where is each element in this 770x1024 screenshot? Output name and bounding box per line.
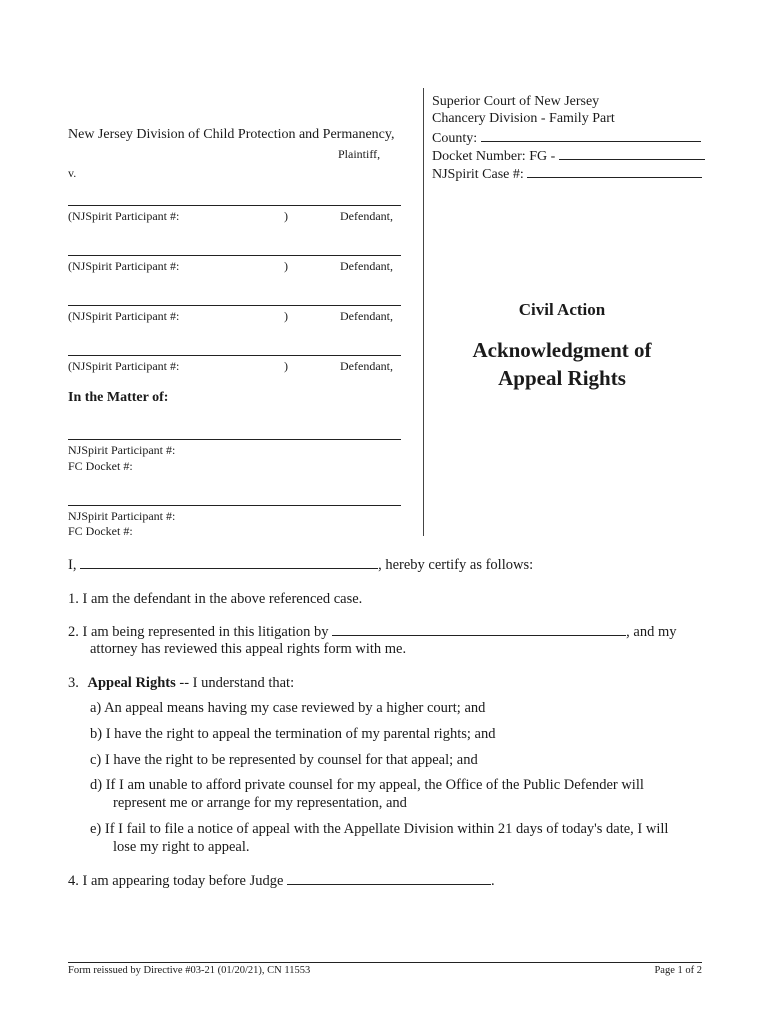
footer-rule — [68, 962, 702, 963]
docket-number-label: Docket Number: FG - — [432, 149, 556, 164]
sub-item-b: b) I have the right to appeal the termination of my parental rights; and — [90, 726, 496, 742]
civil-action-label: Civil Action — [518, 300, 606, 319]
defendant-role: Defendant, — [340, 359, 393, 373]
item-3-number: 3. — [68, 675, 79, 691]
item-3-rest: -- I understand that: — [175, 675, 295, 691]
matter-heading: In the Matter of: — [68, 390, 169, 405]
defendant-participant-label: (NJSpirit Participant #: — [68, 359, 180, 373]
court-name: Superior Court of New Jersey — [432, 94, 600, 109]
item-2-suffix: , and my — [626, 624, 677, 640]
docket-number-field[interactable] — [432, 147, 705, 165]
matter-participant-label: NJSpirit Participant #: — [68, 443, 176, 457]
defendant-role: Defendant, — [340, 309, 393, 323]
defendant-paren: ) — [284, 359, 288, 373]
versus-label: v. — [68, 166, 77, 180]
certify-statement — [68, 555, 533, 575]
matter-name-line[interactable] — [68, 505, 401, 506]
certifier-name-blank[interactable] — [80, 555, 378, 569]
sub-item-c: c) I have the right to be represented by counsel for that appeal; and — [90, 752, 478, 768]
certify-prefix: I, — [68, 557, 77, 573]
item-4-prefix: 4. I am appearing today before Judge — [68, 873, 284, 889]
plaintiff-label: Plaintiff, — [338, 147, 381, 161]
docket-number-blank[interactable] — [559, 147, 705, 160]
defendant-participant-label: (NJSpirit Participant #: — [68, 259, 180, 273]
defendant-role: Defendant, — [340, 259, 393, 273]
defendant-paren: ) — [284, 309, 288, 323]
item-1: 1. I am the defendant in the above referenced case. — [68, 591, 363, 607]
njspirit-case-blank[interactable] — [527, 165, 702, 178]
form-title-line2: Appeal Rights — [498, 366, 626, 390]
attorney-name-blank[interactable] — [332, 622, 626, 636]
item-2-prefix: 2. I am being represented in this litigation by — [68, 624, 329, 640]
item-4-suffix: . — [491, 873, 495, 889]
county-blank[interactable] — [481, 129, 701, 142]
footer-page-number: Page 1 of 2 — [654, 965, 702, 976]
matter-fc-docket-label: FC Docket #: — [68, 459, 133, 473]
defendant-name-line[interactable] — [68, 305, 401, 306]
matter-fc-docket-label: FC Docket #: — [68, 524, 133, 538]
defendant-participant-label: (NJSpirit Participant #: — [68, 309, 180, 323]
defendant-paren: ) — [284, 209, 288, 223]
defendant-role: Defendant, — [340, 209, 393, 223]
item-2-continuation: attorney has reviewed this appeal rights form with me. — [90, 641, 407, 657]
njspirit-case-label: NJSpirit Case #: — [432, 167, 524, 182]
matter-name-line[interactable] — [68, 439, 401, 440]
sub-item-a: a) An appeal means having my case reviewed by a higher court; and — [90, 700, 486, 716]
sub-item-d: d) If I am unable to afford private counsel for my appeal, the Office of the Public Defender will — [90, 777, 644, 793]
county-field[interactable] — [432, 129, 701, 147]
sub-item-e: e) If I fail to file a notice of appeal with the Appellate Division within 21 days of today's date, I will — [90, 821, 669, 837]
judge-name-blank[interactable] — [287, 871, 491, 885]
defendant-name-line[interactable] — [68, 255, 401, 256]
form-title-line1: Acknowledgment of — [472, 338, 652, 362]
caption-divider — [423, 88, 424, 536]
footer-form-reference: Form reissued by Directive #03-21 (01/20/21), CN 11553 — [68, 965, 311, 976]
county-label: County: — [432, 131, 478, 146]
defendant-paren: ) — [284, 259, 288, 273]
defendant-name-line[interactable] — [68, 205, 401, 206]
sub-item-d-continuation: represent me or arrange for my representation, and — [113, 795, 407, 811]
plaintiff-name: New Jersey Division of Child Protection and Permanency, — [68, 127, 395, 142]
appeal-rights-heading: Appeal Rights — [87, 675, 176, 691]
item-4 — [68, 871, 495, 891]
item-3 — [68, 674, 294, 693]
court-division: Chancery Division - Family Part — [432, 111, 615, 126]
defendant-participant-label: (NJSpirit Participant #: — [68, 209, 180, 223]
matter-participant-label: NJSpirit Participant #: — [68, 509, 176, 523]
njspirit-case-field[interactable] — [432, 165, 702, 183]
sub-item-e-continuation: lose my right to appeal. — [113, 839, 250, 855]
certify-suffix: , hereby certify as follows: — [378, 557, 534, 573]
item-2 — [68, 622, 677, 642]
defendant-name-line[interactable] — [68, 355, 401, 356]
